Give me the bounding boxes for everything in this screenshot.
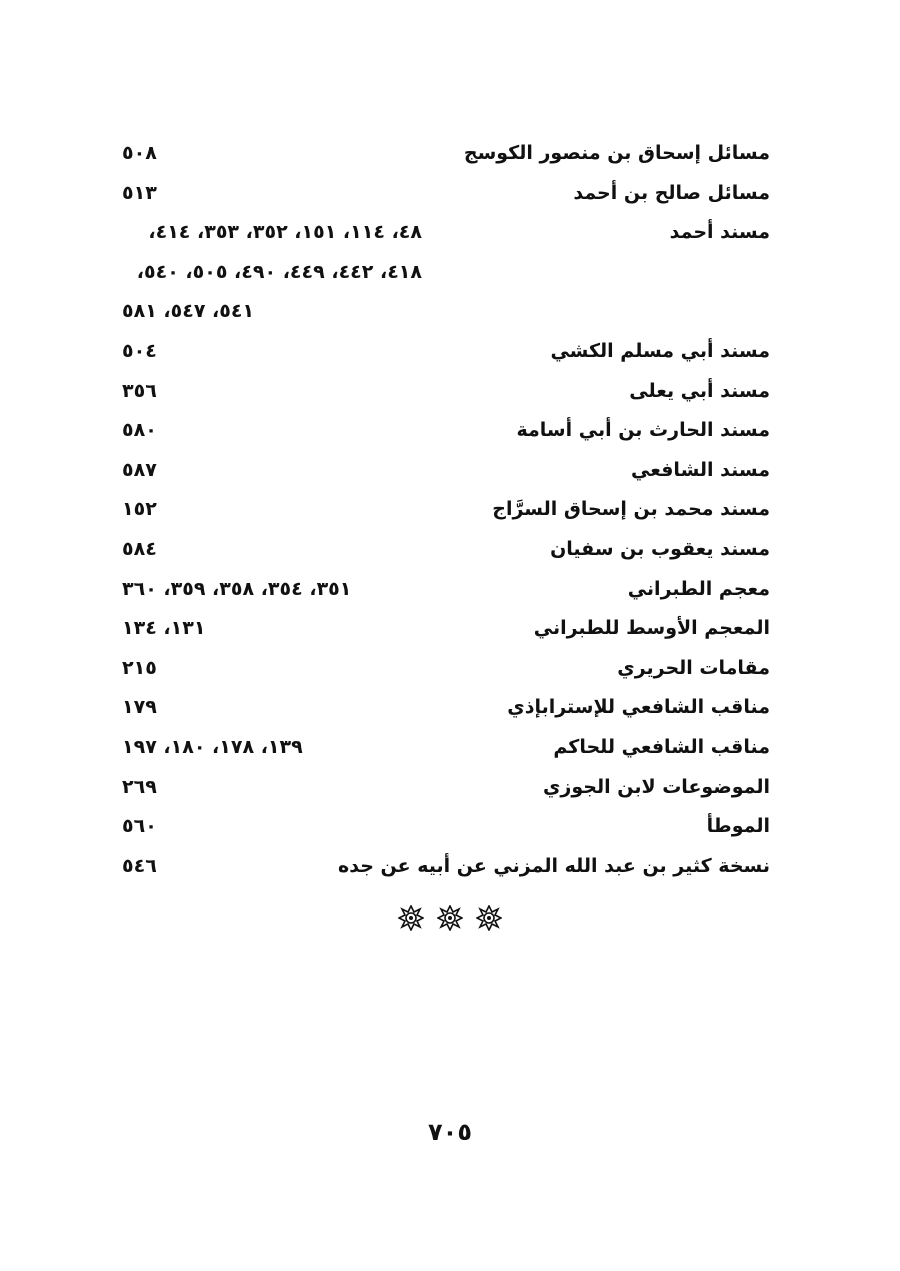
page-number: ٧٠٥ [428, 1118, 472, 1146]
entry-pages: ٥٠٤ [122, 339, 157, 362]
entry-pages: ٥٨٤ [122, 537, 157, 560]
index-row [122, 611, 770, 651]
entry-title: مسند محمد بن إسحاق السرَّاج [492, 498, 770, 521]
index-row [122, 176, 770, 216]
entry-pages: ٤١٨، ٤٤٢، ٤٤٩، ٤٩٠، ٥٠٥، ٥٤٠، [136, 260, 422, 283]
entry-pages: ٣٥١، ٣٥٤، ٣٥٨، ٣٥٩، ٣٦٠ [122, 577, 352, 600]
index-row [122, 532, 770, 572]
index-row [122, 809, 770, 849]
entry-pages: ٤٨، ١١٤، ١٥١، ٣٥٢، ٣٥٣، ٤١٤، [148, 221, 422, 244]
entry-pages: ١٧٩ [122, 696, 157, 719]
flower-ornament-icon [437, 905, 463, 931]
entry-pages: ١٥٢ [122, 498, 157, 521]
index-row [122, 413, 770, 453]
entry-pages: ٥٤١، ٥٤٧، ٥٨١ [122, 300, 255, 323]
index-row [122, 492, 770, 532]
entry-pages: ٥٨٠ [122, 419, 157, 442]
entry-pages: ١٣١، ١٣٤ [122, 617, 206, 640]
entry-title: الموضوعات لابن الجوزي [543, 775, 770, 798]
index-row [122, 294, 770, 334]
entry-title: مسند يعقوب بن سفيان [550, 537, 770, 560]
entry-pages: ٥١٣ [122, 181, 157, 204]
entry-title: مناقب الشافعي للحاكم [553, 735, 770, 758]
entry-pages: ٥٨٧ [122, 458, 157, 481]
index-row [122, 651, 770, 691]
entry-title: نسخة كثير بن عبد الله المزني عن أبيه عن جده [338, 854, 770, 877]
entry-pages: ٥٦٠ [122, 815, 157, 838]
entry-title: مسائل إسحاق بن منصور الكوسج [463, 142, 770, 164]
entry-title: الموطأ [706, 815, 770, 838]
entry-title: معجم الطبراني [627, 577, 770, 600]
entry-title: مقامات الحريري [617, 656, 770, 679]
entry-title: مسند أحمد [669, 221, 770, 244]
section-end-ornament [0, 905, 900, 931]
entry-title: مسند الحارث بن أبي أسامة [516, 419, 770, 442]
flower-ornament-icon [476, 905, 502, 931]
index-row [122, 374, 770, 414]
entry-title: مناقب الشافعي للإسترابإذي [507, 696, 770, 719]
entry-pages: ٥٤٦ [122, 854, 157, 877]
entry-pages: ٢٦٩ [122, 775, 157, 798]
index-row [122, 730, 770, 770]
entry-title: المعجم الأوسط للطبراني [533, 617, 770, 640]
flower-ornament-icon [398, 905, 424, 931]
index-row [122, 690, 770, 730]
index-row [122, 334, 770, 374]
entry-title: مسائل صالح بن أحمد [573, 181, 770, 204]
index-row [122, 770, 770, 810]
entry-title: مسند الشافعي [631, 458, 770, 481]
index-list [122, 136, 770, 888]
entry-pages: ٥٠٨ [122, 142, 157, 164]
entry-title: مسند أبي مسلم الكشي [550, 339, 770, 362]
entry-title: مسند أبي يعلى [629, 379, 770, 402]
index-row [122, 453, 770, 493]
index-row [122, 572, 770, 612]
index-row [122, 136, 770, 176]
index-row [122, 255, 770, 295]
entry-pages: ٣٥٦ [122, 379, 157, 402]
index-row [122, 849, 770, 889]
entry-pages: ١٣٩، ١٧٨، ١٨٠، ١٩٧ [122, 735, 303, 758]
entry-pages: ٢١٥ [122, 656, 157, 679]
index-row [122, 215, 770, 255]
